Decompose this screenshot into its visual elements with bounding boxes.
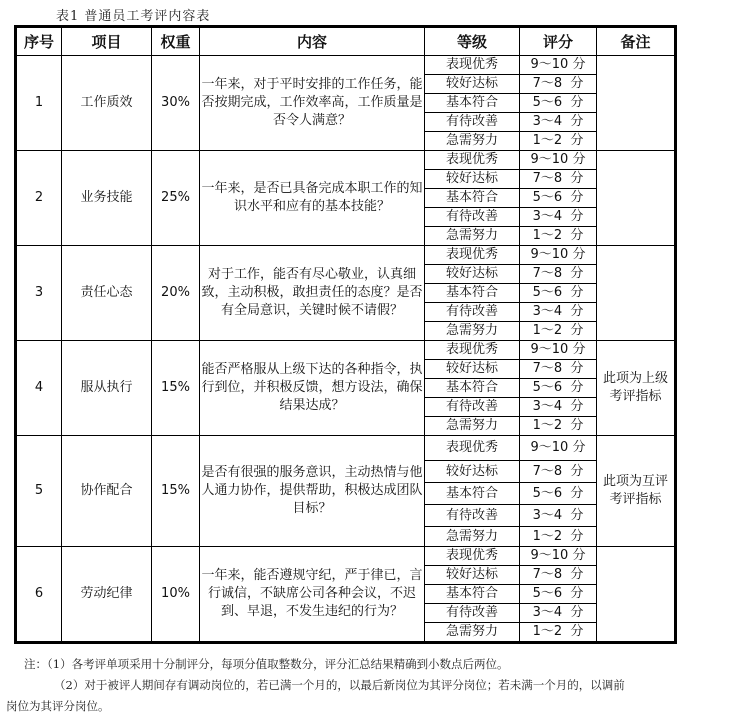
table-row [16,56,676,75]
score-cell: 3～4 分 [520,505,597,527]
row-item: 服从执行 [62,341,152,436]
score-cell: 7～8 分 [520,360,597,379]
score-cell: 7～8 分 [520,566,597,585]
header-weight: 权重 [152,27,200,56]
row-weight: 15% [152,436,200,547]
grade-cell: 较好达标 [425,360,520,379]
table-row [16,246,676,265]
row-index: 2 [16,151,62,246]
score-cell: 1～2 分 [520,623,597,643]
row-content: 一年来，能否遵规守纪，严于律已，言行诚信，不缺席公司各种会议，不迟到、早退，不发生违纪的行为？ [200,547,425,643]
score-cell: 3～4 分 [520,113,597,132]
row-remark: 此项为上级考评指标 [597,341,676,436]
grade-cell: 表现优秀 [425,246,520,265]
score-cell: 3～4 分 [520,303,597,322]
row-weight: 30% [152,56,200,151]
grade-cell: 有待改善 [425,113,520,132]
grade-cell: 基本符合 [425,94,520,113]
score-cell: 7～8 分 [520,75,597,94]
grade-cell: 较好达标 [425,265,520,284]
note-1: 注：（1）各考评单项采用十分制评分，每项分值取整数分，评分汇总结果精确到小数点后两位。 [24,657,509,671]
score-cell: 3～4 分 [520,208,597,227]
grade-cell: 较好达标 [425,170,520,189]
score-cell: 5～6 分 [520,379,597,398]
row-content: 对于工作，能否有尽心敬业，认真细致，主动积极，敢担责任的态度？是否有全局意识，关键时候不请假？ [200,246,425,341]
row-item: 协作配合 [62,436,152,547]
score-cell: 5～6 分 [520,284,597,303]
score-cell: 9～10 分 [520,341,597,360]
row-weight: 25% [152,151,200,246]
score-cell: 7～8 分 [520,170,597,189]
table-row [16,547,676,566]
row-content: 能否严格服从上级下达的各种指令，执行到位，并积极反馈，想方设法，确保结果达成？ [200,341,425,436]
row-remark: 此项为互评考评指标 [597,436,676,547]
grade-cell: 较好达标 [425,75,520,94]
row-remark [597,56,676,151]
score-cell: 5～6 分 [520,483,597,505]
score-cell: 3～4 分 [520,398,597,417]
grade-cell: 有待改善 [425,398,520,417]
score-cell: 9～10 分 [520,246,597,265]
grade-cell: 基本符合 [425,189,520,208]
header-score: 评分 [520,27,597,56]
score-cell: 1～2 分 [520,322,597,341]
evaluation-table [14,25,677,644]
score-cell: 9～10 分 [520,547,597,566]
grade-cell: 较好达标 [425,461,520,483]
grade-cell: 基本符合 [425,284,520,303]
score-cell: 5～6 分 [520,94,597,113]
row-item: 劳动纪律 [62,547,152,643]
row-item: 工作质效 [62,56,152,151]
grade-cell: 急需努力 [425,623,520,643]
grade-cell: 急需努力 [425,417,520,436]
score-cell: 9～10 分 [520,151,597,170]
row-remark [597,151,676,246]
row-remark [597,547,676,643]
grade-cell: 有待改善 [425,505,520,527]
grade-cell: 表现优秀 [425,547,520,566]
grade-cell: 表现优秀 [425,436,520,461]
row-item: 业务技能 [62,151,152,246]
table-caption: 表1 普通员工考评内容表 [56,9,211,24]
header-remark: 备注 [597,27,676,56]
score-cell: 7～8 分 [520,265,597,284]
header-content: 内容 [200,27,425,56]
grade-cell: 较好达标 [425,566,520,585]
row-weight: 20% [152,246,200,341]
row-content: 一年来，对于平时安排的工作任务，能否按期完成，工作效率高，工作质量是否令人满意？ [200,56,425,151]
grade-cell: 有待改善 [425,303,520,322]
header-index: 序号 [16,27,62,56]
score-cell: 9～10 分 [520,56,597,75]
note-2-continued: 岗位为其评分岗位。 [6,699,110,713]
grade-cell: 有待改善 [425,208,520,227]
footnotes [0,654,750,717]
header-grade: 等级 [425,27,520,56]
score-cell: 5～6 分 [520,189,597,208]
row-weight: 10% [152,547,200,643]
score-cell: 1～2 分 [520,132,597,151]
grade-cell: 基本符合 [425,585,520,604]
grade-cell: 急需努力 [425,132,520,151]
row-index: 4 [16,341,62,436]
row-index: 1 [16,56,62,151]
grade-cell: 表现优秀 [425,56,520,75]
grade-cell: 基本符合 [425,379,520,398]
header-row [16,27,676,56]
note-2: （2）对于被评人期间存有调动岗位的，若已满一个月的，以最后新岗位为其评分岗位；若未满一个月的，以调前 [54,678,625,692]
row-index: 3 [16,246,62,341]
grade-cell: 有待改善 [425,604,520,623]
grade-cell: 急需努力 [425,227,520,246]
row-index: 5 [16,436,62,547]
score-cell: 5～6 分 [520,585,597,604]
row-item: 责任心态 [62,246,152,341]
table-row [16,341,676,360]
score-cell: 1～2 分 [520,417,597,436]
grade-cell: 表现优秀 [425,341,520,360]
score-cell: 1～2 分 [520,227,597,246]
row-content: 是否有很强的服务意识，主动热情与他人通力协作，提供帮助，积极达成团队目标？ [200,436,425,547]
score-cell: 1～2 分 [520,527,597,547]
row-weight: 15% [152,341,200,436]
grade-cell: 急需努力 [425,527,520,547]
grade-cell: 基本符合 [425,483,520,505]
score-cell: 3～4 分 [520,604,597,623]
row-remark [597,246,676,341]
score-cell: 7～8 分 [520,461,597,483]
table-row [16,151,676,170]
row-index: 6 [16,547,62,643]
header-item: 项目 [62,27,152,56]
score-cell: 9～10 分 [520,436,597,461]
grade-cell: 表现优秀 [425,151,520,170]
grade-cell: 急需努力 [425,322,520,341]
row-content: 一年来，是否已具备完成本职工作的知识水平和应有的基本技能？ [200,151,425,246]
table-row [16,436,676,461]
